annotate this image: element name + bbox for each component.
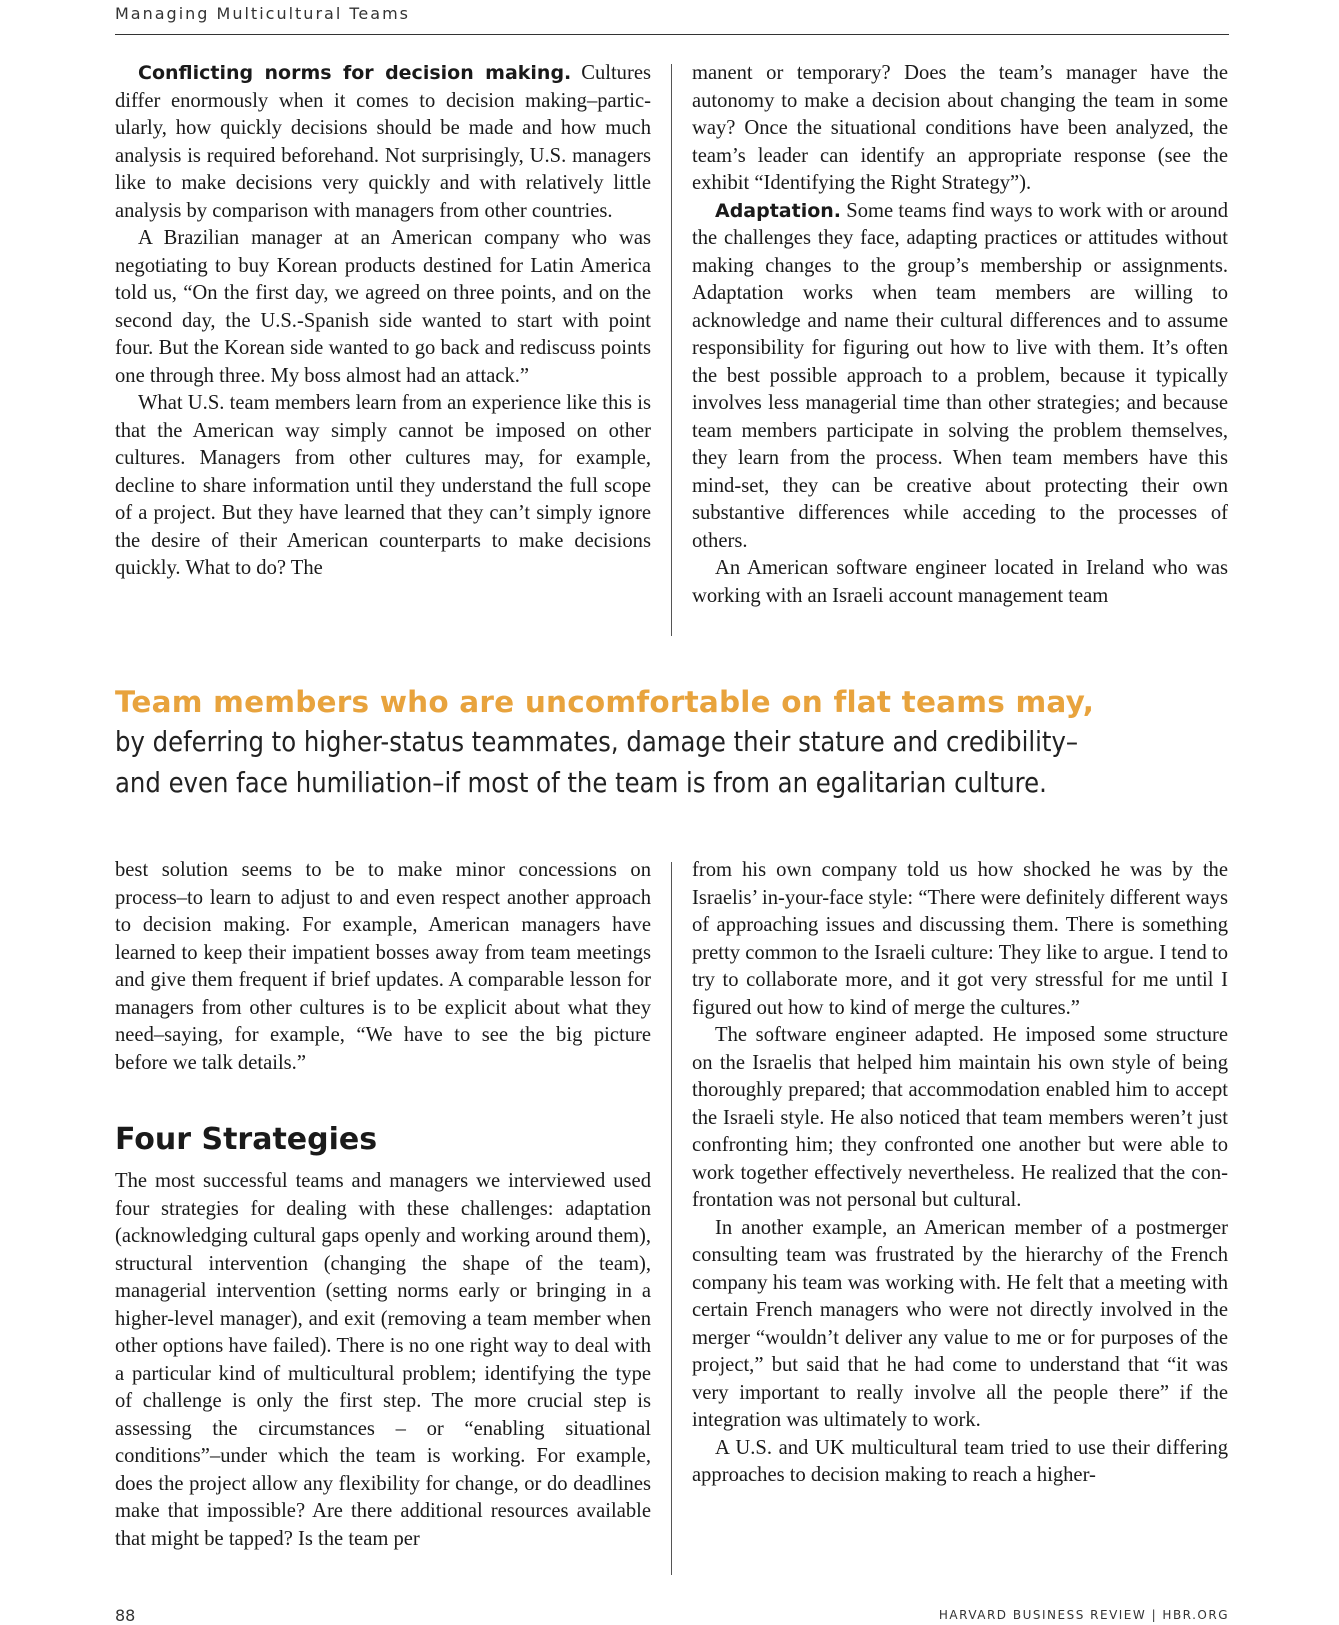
paragraph: from his own company told us how shocked he was by the Israelis’ in-your-face style: “There were definitely different ways of approaching issues and discussing them. There is something pretty common to the Israeli culture: They like to argue. I tend to try to collaborate more, and it got very stressful for me until I figured out how to kind of merge the cultures.” (692, 859, 1228, 1019)
page-number: 88 (115, 1606, 136, 1625)
header-rule (115, 34, 1229, 35)
paragraph (692, 198, 1228, 556)
run-in-head: Adaptation. (715, 199, 842, 222)
paragraph-text: Some teams find ways to work with or around the challenges they face, adapting practices or attitudes without making changes to the group’s membership or assignments. Adaptation works when team members are willing to acknowledge and name their cultural differences and to assume responsibility for figuring out how to live with them. It’s often the best possible approach to a problem, because it typically involves less managerial time than other strategies; and because team members participate in solving the problem themselves, they learn from the process. When team members have this mind-set, they can be creative about protecting their own substantive differences while acceding to the processes of others. (692, 199, 1228, 552)
paragraph: What U.S. team members learn from an experience like this is that the American way simply cannot be imposed on other cultures. Managers from other cultures may, for example, decline to share information until they understand the full scope of a project. But they have learned that they can’t simply ignore the desire of their American counterparts to make decisions quickly. What to do? The (115, 392, 651, 579)
pull-quote (115, 683, 1229, 803)
paragraph: The software engineer adapted. He imposed some structure on the Israelis that helped him maintain his own style of being thoroughly prepared; that accommodation enabled him to accept the Israeli style. He also noticed that team members weren’t just confronting him; they confronted one another but were able to work together effectively nevertheless. He realized that the confrontation was not personal but cultural. (692, 1024, 1228, 1211)
paragraph: best solution seems to be to make minor concessions on process–to learn to adjust to and even respect another approach to decision making. For example, American managers have learned to keep their impatient bosses away from team meetings and give them frequent if brief updates. A comparable lesson for managers from other cultures is to be explicit about what they need–saying, for example, “We have to see the big picture before we talk details.” (115, 859, 651, 1074)
column-divider (671, 64, 672, 636)
paragraph: The most successful teams and managers we interviewed used four strategies for dealing with these challenges: adaptation (acknowledging cultural gaps openly and working around them), structural intervention (changing the shape of the team), managerial intervention (setting norms early or bringing in a higher-level manager), and exit (removing a team member when other options have failed). There is no one right way to deal with a particular kind of multicultural problem; identifying the type of challenge is only the first step. The more crucial step is assessing the circumstances – or “enabling situational conditions”–under which the team is working. For example, does the project allow any flexibility for change, or do deadlines make that impossible? Are there additional resources available that might be tapped? Is the team per (115, 1170, 651, 1550)
pull-quote-body (115, 721, 1124, 803)
paragraph: manent or temporary? Does the team’s manager have the autonomy to make a decision about changing the team in some way? Once the situational conditions have been analyzed, the team’s leader can identify an appropriate response (see the exhibit “Identifying the Right Strategy”). (692, 62, 1228, 194)
paragraph: In another example, an American member of a postmerger consulting team was frustrated by the hierarchy of the French company his team was working with. He felt that a meeting with certain French managers who were not directly involved in the merger “wouldn’t deliver any value to me or for purposes of the project,” but said that he had come to understand that “it was very important to really involve all the people there” if the integration was ultimately to work. (692, 1216, 1228, 1431)
column-bottom-left (115, 857, 651, 1553)
pull-quote-line: by deferring to higher-status teammates, damage their stature and credibility– (115, 725, 1079, 758)
column-bottom-right (692, 857, 1228, 1490)
journal-footer: HARVARD BUSINESS REVIEW | HBR.ORG (938, 1608, 1229, 1622)
section-title: Four Strategies (115, 1122, 378, 1157)
running-head: Managing Multicultural Teams (115, 4, 410, 23)
run-in-head: Conflicting norms for decision making. (138, 62, 572, 84)
column-top-right (692, 60, 1228, 610)
paragraph-text: Cultures differ enormously when it comes to decision making–particularly, how quickly decisions should be made and how much analysis is required beforehand. Not surprisingly, U.S. managers like to make decisions very quickly and with relatively little analysis by comparison with managers from other countries. (115, 62, 651, 222)
paragraph: An American software engineer located in Ireland who was working with an Israeli account management team (692, 557, 1228, 607)
paragraph: A U.S. and UK multicultural team tried to use their differing approaches to decision making to reach a higher- (692, 1436, 1228, 1486)
pull-quote-lead: Team members who are uncomfortable on flat teams may, (115, 685, 1095, 719)
paragraph: A Brazilian manager at an American company who was negotiating to buy Korean products destined for Latin America told us, “On the first day, we agreed on three points, and on the second day, the U.S.-Spanish side wanted to start with point four. But the Korean side wanted to go back and rediscuss points one through three. My boss almost had an attack.” (115, 227, 651, 387)
paragraph (115, 60, 651, 225)
pull-quote-line: and even face humiliation–if most of the team is from an egalitarian culture. (115, 766, 1047, 799)
column-top-left (115, 60, 651, 583)
column-divider (671, 862, 672, 1575)
